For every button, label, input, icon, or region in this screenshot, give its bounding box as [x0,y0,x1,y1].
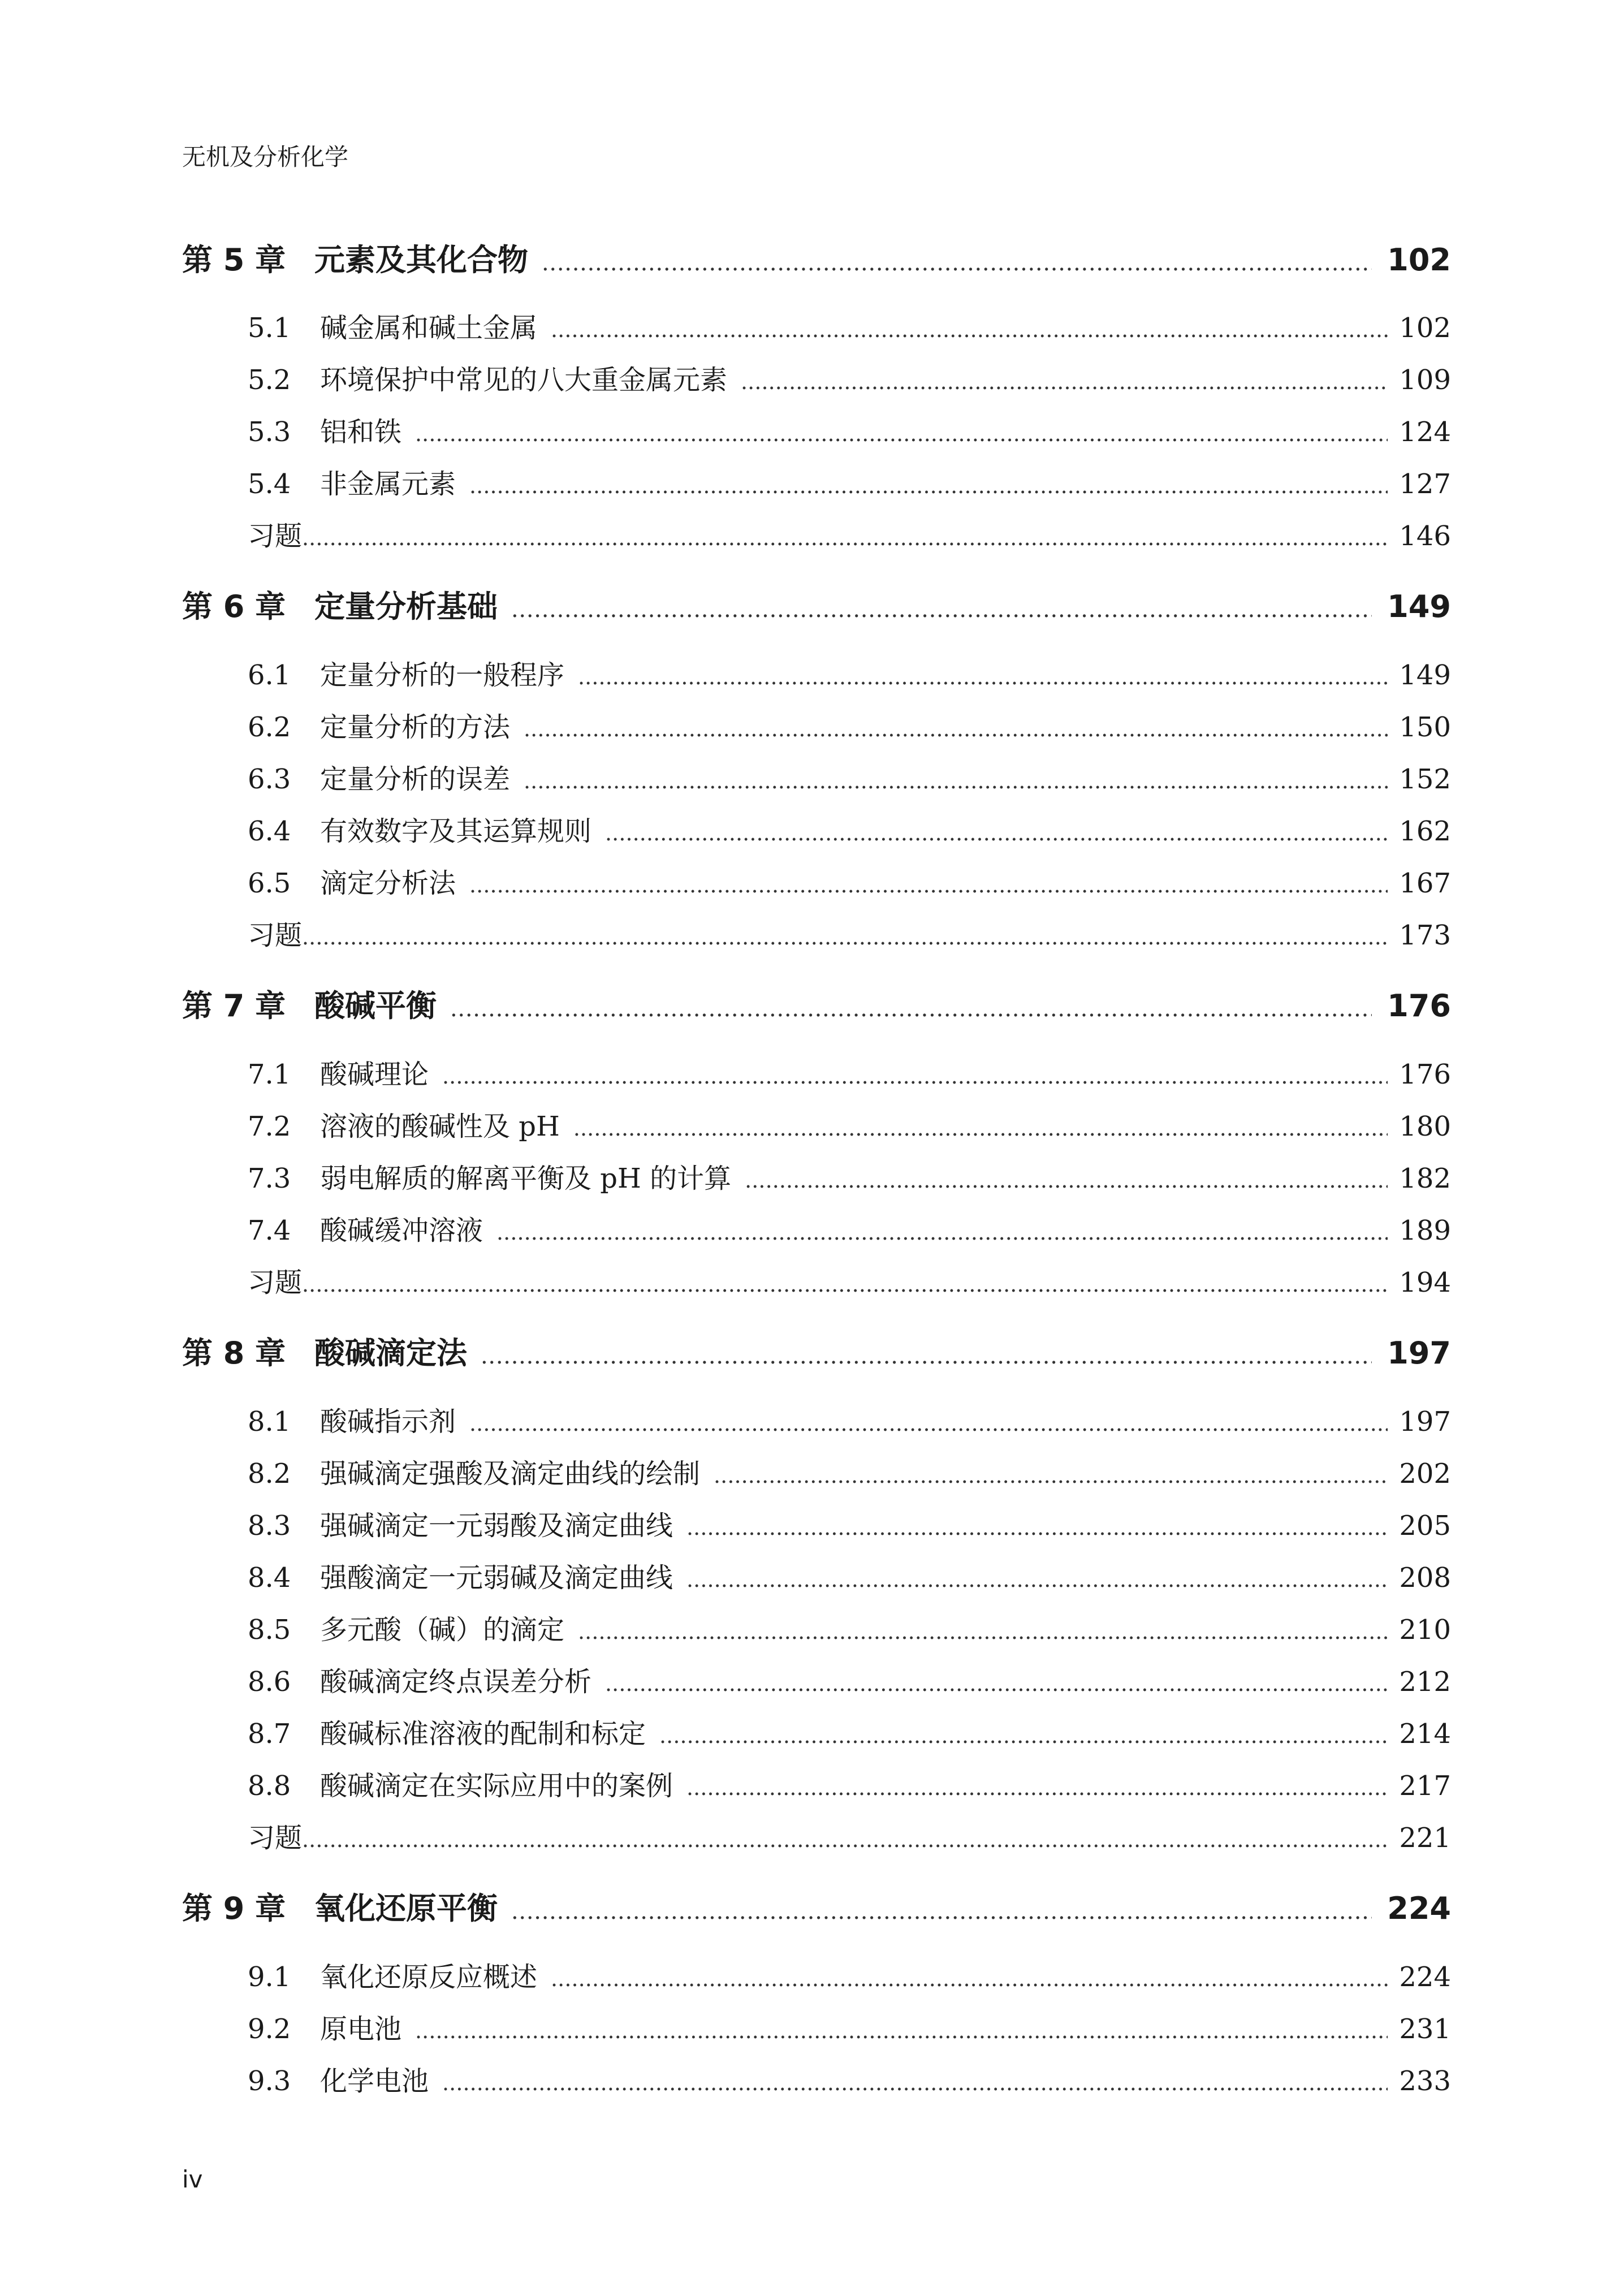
toc-section-9-2[interactable] [182,2009,1451,2049]
section-title: 碱金属和碱土金属 [320,312,538,344]
toc-section-8-1[interactable] [182,1402,1451,1442]
toc-section-5-2[interactable] [182,360,1451,400]
toc-section-8-7[interactable] [182,1714,1451,1754]
section-title: 非金属元素 [320,468,456,500]
section-page-number: 197 [1399,1406,1451,1438]
toc-section-8-2[interactable] [182,1454,1451,1494]
section-title: 酸碱缓冲溶液 [320,1215,483,1246]
toc-section-6-3[interactable] [182,760,1451,799]
section-title: 弱电解质的解离平衡及 pH 的计算 [320,1163,732,1194]
section-number: 7.1 [248,1059,291,1090]
chapter-title: 氧化还原平衡 [314,1891,498,1926]
exercises-title: 习题 [248,1267,303,1298]
exercises-title: 习题 [248,920,303,951]
dot-leader [551,1959,1388,1999]
dot-leader [302,1265,1388,1304]
section-page-number: 217 [1399,1770,1451,1802]
dot-leader [686,1560,1388,1599]
section-title: 原电池 [320,2013,402,2045]
section-page-number: 150 [1399,711,1451,743]
dot-leader [469,865,1388,905]
toc-section-6-4[interactable] [182,812,1451,851]
chapter-page-number: 102 [1387,242,1451,278]
dot-leader [442,1056,1388,1096]
dot-leader [745,1160,1388,1200]
section-title: 酸碱滴定在实际应用中的案例 [320,1770,673,1802]
section-title: 化学电池 [320,2065,429,2097]
section-number: 8.7 [248,1718,291,1750]
dot-leader [524,761,1388,801]
section-page-number: 109 [1399,364,1451,396]
dot-leader [578,657,1388,697]
chapter-title: 酸碱平衡 [314,988,437,1024]
toc-section-5-3[interactable] [182,412,1451,452]
section-number: 5.1 [248,312,291,344]
section-title: 强碱滴定强酸及滴定曲线的绘制 [320,1458,701,1490]
chapter-page-number: 176 [1387,988,1451,1024]
section-page-number: 194 [1399,1267,1451,1298]
section-page-number: 205 [1399,1510,1451,1542]
toc-section-8-3[interactable] [182,1506,1451,1546]
toc-chapter-7[interactable] [182,983,1451,1029]
section-title: 环境保护中常见的八大重金属元素 [320,364,728,396]
section-number: 8.4 [248,1562,291,1594]
section-number: 7.3 [248,1163,291,1194]
dot-leader [542,240,1372,286]
toc-section-6-2[interactable] [182,707,1451,747]
section-title: 酸碱滴定终点误差分析 [320,1666,592,1698]
chapter-title: 定量分析基础 [314,589,498,624]
section-page-number: 124 [1399,416,1451,448]
section-number: 5.3 [248,416,291,448]
section-page-number: 102 [1399,312,1451,344]
chapter-page-number: 224 [1387,1891,1451,1926]
dot-leader [442,2063,1388,2103]
section-title: 强碱滴定一元弱酸及滴定曲线 [320,1510,673,1542]
section-number: 6.3 [248,763,291,795]
dot-leader [496,1212,1388,1252]
toc-chapter-5[interactable] [182,238,1451,283]
section-page-number: 162 [1399,815,1451,847]
section-number: 8.6 [248,1666,291,1698]
toc-section-8-6[interactable] [182,1662,1451,1702]
chapter-page-number: 197 [1387,1335,1451,1371]
section-page-number: 167 [1399,868,1451,899]
dot-leader [551,310,1388,349]
section-title: 溶液的酸碱性及 pH [320,1111,560,1142]
exercises-title: 习题 [248,1822,303,1854]
section-page-number: 176 [1399,1059,1451,1090]
dot-leader [302,518,1388,558]
section-number: 6.5 [248,868,291,899]
dot-leader [714,1456,1388,1495]
section-title: 氧化还原反应概述 [320,1961,538,1993]
section-title: 定量分析的误差 [320,763,511,795]
chapter-number: 第 6 章 [182,589,286,624]
section-page-number: 221 [1399,1822,1451,1854]
toc-section-9-3[interactable] [182,2061,1451,2101]
section-page-number: 146 [1399,520,1451,552]
section-number: 6.1 [248,659,291,691]
chapter-title: 元素及其化合物 [314,242,528,278]
section-title: 酸碱指示剂 [320,1406,456,1438]
section-title: 多元酸（碱）的滴定 [320,1614,565,1646]
dot-leader [302,917,1388,957]
section-page-number: 173 [1399,920,1451,951]
page-folio: iv [182,2165,203,2193]
section-number: 8.8 [248,1770,291,1802]
running-header-book-title: 无机及分析化学 [182,143,349,171]
toc-section-7-3[interactable] [182,1159,1451,1198]
section-title: 有效数字及其运算规则 [320,815,592,847]
dot-leader [578,1612,1388,1651]
section-number: 8.5 [248,1614,291,1646]
section-number: 6.2 [248,711,291,743]
dot-leader [415,2011,1388,2051]
dot-leader [686,1768,1388,1807]
dot-leader [450,986,1372,1032]
toc-chapter-8[interactable] [182,1331,1451,1376]
section-page-number: 212 [1399,1666,1451,1698]
dot-leader [302,1820,1388,1859]
section-number: 6.4 [248,815,291,847]
section-title: 酸碱标准溶液的配制和标定 [320,1718,646,1750]
section-number: 5.4 [248,468,291,500]
section-page-number: 231 [1399,2013,1451,2045]
chapter-number: 第 5 章 [182,242,286,278]
section-number: 9.3 [248,2065,291,2097]
toc-section-8-4[interactable] [182,1558,1451,1598]
chapter-number: 第 9 章 [182,1891,286,1926]
dot-leader [469,1404,1388,1443]
dot-leader [511,1889,1372,1934]
section-page-number: 152 [1399,763,1451,795]
section-page-number: 208 [1399,1562,1451,1594]
toc-section-8-5[interactable] [182,1610,1451,1650]
section-title: 定量分析的方法 [320,711,511,743]
dot-leader [469,466,1388,506]
toc-chapter-9[interactable] [182,1886,1451,1931]
section-title: 酸碱理论 [320,1059,429,1090]
dot-leader [481,1334,1372,1379]
section-number: 8.3 [248,1510,291,1542]
section-number: 7.2 [248,1111,291,1142]
dot-leader [605,813,1388,853]
toc-section-7-2[interactable] [182,1107,1451,1146]
chapter-title: 酸碱滴定法 [314,1335,467,1371]
chapter-number: 第 7 章 [182,988,286,1024]
dot-leader [659,1716,1388,1755]
toc-section-5-4[interactable] [182,464,1451,504]
toc-section-6-5[interactable] [182,864,1451,903]
toc-section-9-1[interactable] [182,1957,1451,1997]
section-number: 7.4 [248,1215,291,1246]
toc-exercises-ch8[interactable] [182,1818,1451,1858]
section-page-number: 210 [1399,1614,1451,1646]
toc-exercises-ch5[interactable] [182,516,1451,556]
dot-leader [686,1508,1388,1547]
toc-section-7-1[interactable] [182,1055,1451,1094]
section-page-number: 224 [1399,1961,1451,1993]
dot-leader [415,414,1388,454]
toc-chapter-6[interactable] [182,584,1451,629]
section-number: 5.2 [248,364,291,396]
dot-leader [741,362,1388,402]
exercises-title: 习题 [248,520,303,552]
toc-section-5-1[interactable] [182,308,1451,348]
section-title: 定量分析的一般程序 [320,659,565,691]
table-of-contents [182,0,1451,2274]
section-title: 强酸滴定一元弱碱及滴定曲线 [320,1562,673,1594]
section-number: 8.2 [248,1458,291,1490]
section-number: 9.1 [248,1961,291,1993]
toc-exercises-ch7[interactable] [182,1263,1451,1302]
chapter-page-number: 149 [1387,589,1451,624]
toc-section-8-8[interactable] [182,1766,1451,1806]
dot-leader [573,1108,1388,1148]
section-page-number: 233 [1399,2065,1451,2097]
toc-section-7-4[interactable] [182,1211,1451,1250]
dot-leader [511,587,1372,632]
section-title: 铝和铁 [320,416,402,448]
dot-leader [524,709,1388,749]
section-page-number: 202 [1399,1458,1451,1490]
dot-leader [605,1664,1388,1703]
section-page-number: 127 [1399,468,1451,500]
chapter-number: 第 8 章 [182,1335,286,1371]
section-page-number: 149 [1399,659,1451,691]
section-title: 滴定分析法 [320,868,456,899]
section-page-number: 189 [1399,1215,1451,1246]
section-number: 8.1 [248,1406,291,1438]
toc-exercises-ch6[interactable] [182,916,1451,955]
toc-section-6-1[interactable] [182,655,1451,695]
section-page-number: 180 [1399,1111,1451,1142]
section-page-number: 214 [1399,1718,1451,1750]
section-page-number: 182 [1399,1163,1451,1194]
section-number: 9.2 [248,2013,291,2045]
